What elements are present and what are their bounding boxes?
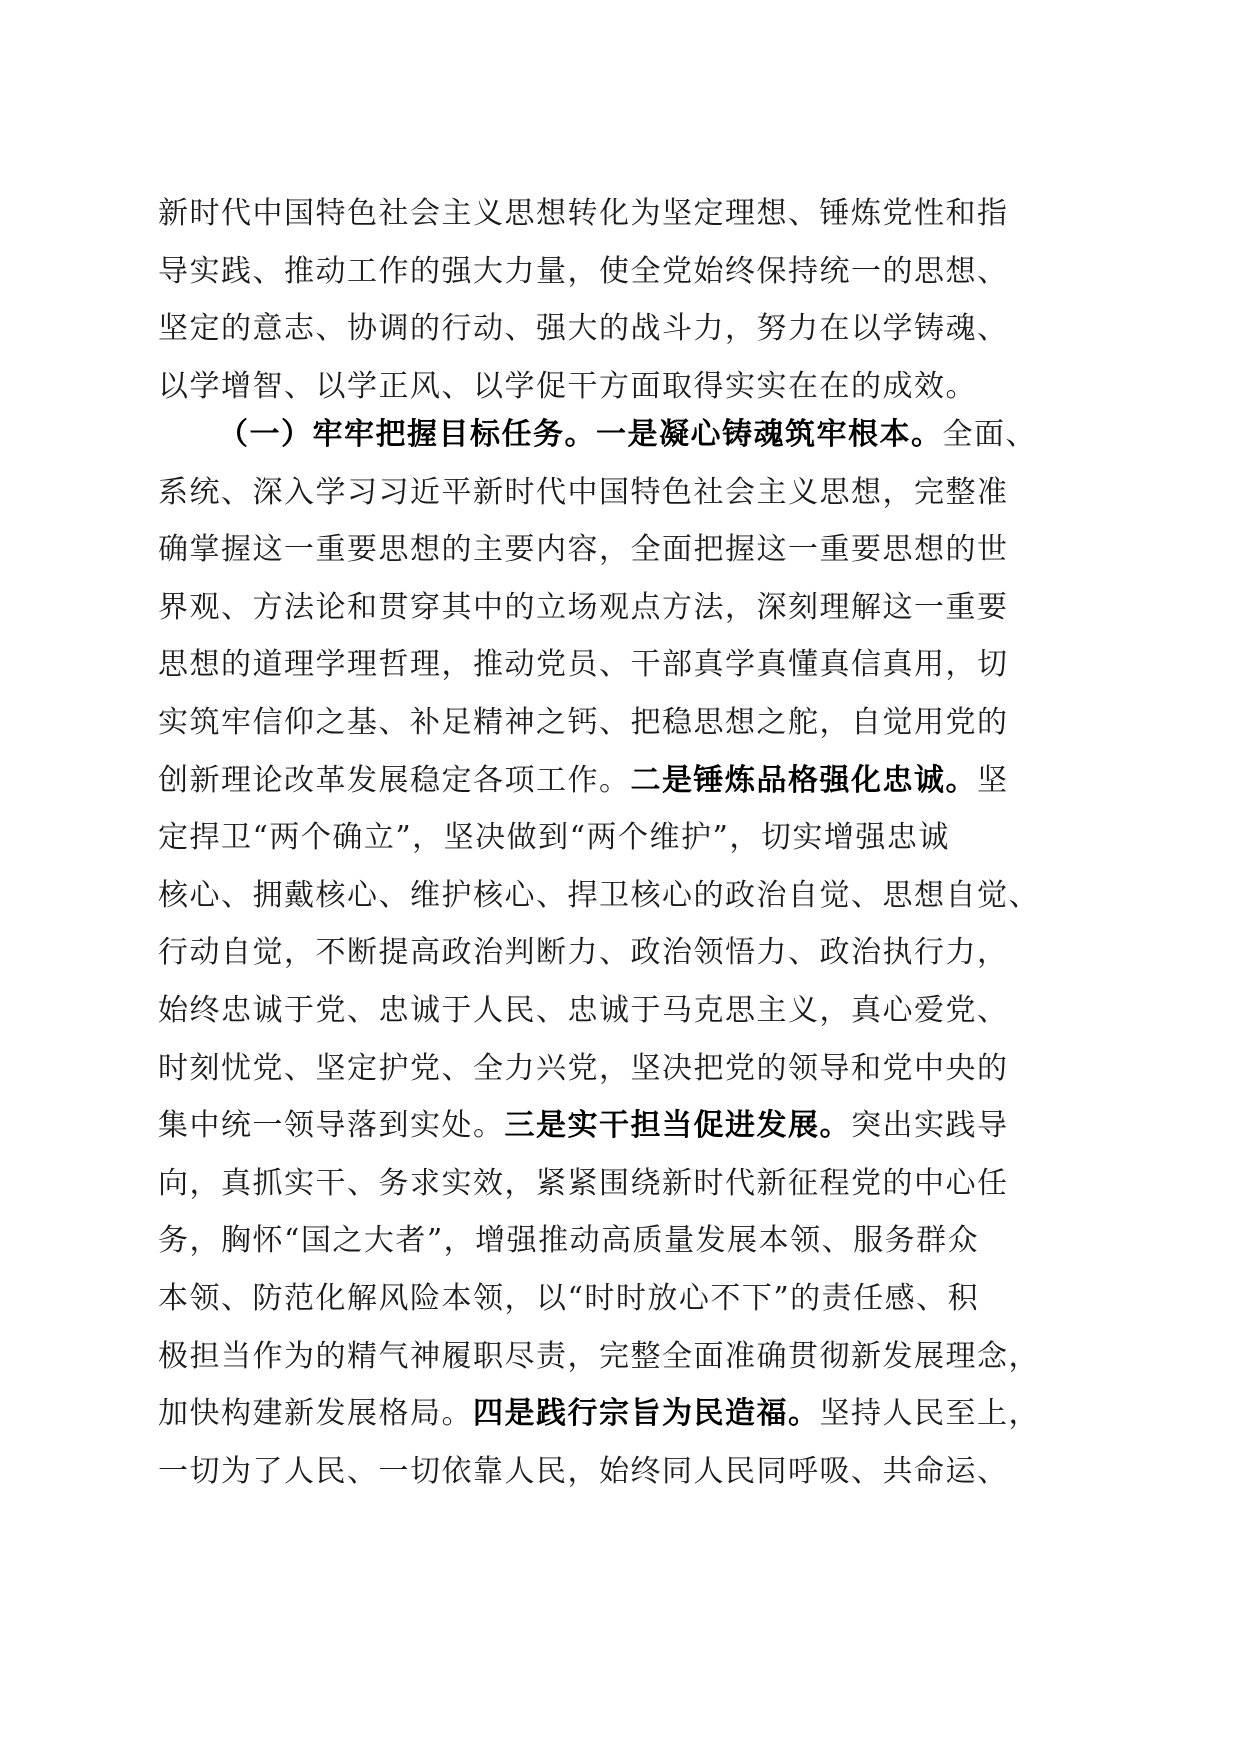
- section-line-15: 务，胸怀“国之大者”，增强推动高质量发展本领、服务群众: [158, 1223, 980, 1259]
- section-line-17: 极担当作为的精气神履职尽责，完整全面准确贯彻新发展理念，: [158, 1338, 1040, 1374]
- intro-paragraph: [158, 185, 1063, 415]
- section-line-8: 定捍卫“两个确立”，坚决做到“两个维护”，切实增强忠诚: [158, 820, 950, 856]
- intro-line-2: 导实践、推动工作的强大力量，使全党始终保持统一的思想、: [158, 253, 1009, 289]
- section-line-6: 实筑牢信仰之基、补足精神之钙、把稳思想之舵，自觉用党的: [158, 704, 1009, 740]
- point4-title: 四是践行宗旨为民造福。: [473, 1396, 820, 1432]
- section-line-5: 思想的道理学理哲理，推动党员、干部真学真懂真信真用，切: [158, 647, 1009, 683]
- section-line-14: 向，真抓实干、务求实效，紧紧围绕新时代新征程党的中心任: [158, 1165, 1009, 1201]
- point3-title: 三是实干担当促进发展。: [504, 1108, 851, 1144]
- section-line-4: 界观、方法论和贯穿其中的立场观点方法，深刻理解这一重要: [158, 589, 1009, 625]
- section-paragraph: [158, 406, 1063, 1500]
- section-line-13-tail: 突出实践导: [851, 1108, 1009, 1144]
- section-line-18-tail: 坚持人民至上，: [819, 1396, 1040, 1432]
- section-line-7-head: 创新理论改革发展稳定各项工作。: [158, 762, 631, 798]
- section-line-19: 一切为了人民、一切依靠人民，始终同人民同呼吸、共命运、: [158, 1453, 1009, 1489]
- section-line-2: 系统、深入学习习近平新时代中国特色社会主义思想，完整准: [158, 474, 1009, 510]
- section-line-12: 时刻忧党、坚定护党、全力兴党，坚决把党的领导和党中央的: [158, 1050, 1009, 1086]
- section-line-13-head: 集中统一领导落到实处。: [158, 1108, 505, 1144]
- section-line-9: 核心、拥戴核心、维护核心、捍卫核心的政治自觉、思想自觉、: [158, 877, 1040, 913]
- section-line-10: 行动自觉，不断提高政治判断力、政治领悟力、政治执行力，: [158, 935, 1009, 971]
- section-line-1-tail: 全面、: [942, 417, 1037, 452]
- section-line-11: 始终忠诚于党、忠诚于人民、忠诚于马克思主义，真心爱党、: [158, 992, 1009, 1028]
- point1-title: 一是凝心铸魂筑牢根本。: [596, 417, 943, 452]
- section-line-3: 确掌握这一重要思想的主要内容，全面把握这一重要思想的世: [158, 532, 1009, 568]
- section-line-13: [158, 1097, 1063, 1155]
- intro-line-4: 以学增智、以学正风、以学促干方面取得实实在在的成效。: [158, 368, 977, 404]
- section-line-18-head: 加快构建新发展格局。: [158, 1396, 473, 1432]
- intro-line-3: 坚定的意志、协调的行动、强大的战斗力，努力在以学铸魂、: [158, 311, 1009, 347]
- section-line-7-tail: 坚: [977, 762, 1009, 798]
- section-line-16: 本领、防范化解风险本领，以“时时放心不下”的责任感、积: [158, 1280, 980, 1316]
- section-line-7: [158, 752, 1063, 810]
- point2-title: 二是锤炼品格强化忠诚。: [630, 762, 977, 798]
- section-line-18: [158, 1385, 1063, 1443]
- section-line-1: [158, 406, 1063, 464]
- section-heading: （一）牢牢把握目标任务。: [218, 417, 596, 452]
- intro-line-1: 新时代中国特色社会主义思想转化为坚定理想、锤炼党性和指: [158, 196, 1009, 231]
